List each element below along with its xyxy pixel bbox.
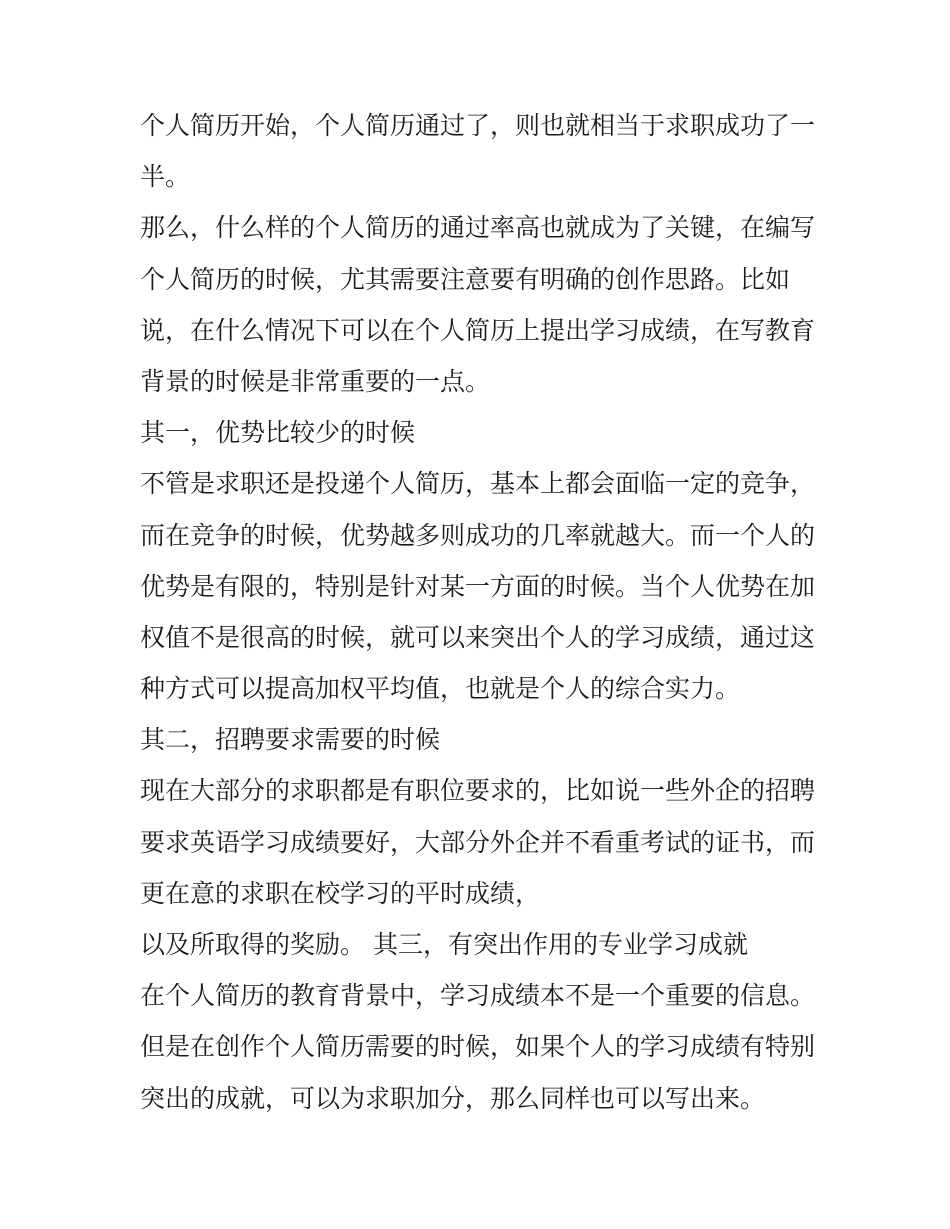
text-line: 要求英语学习成绩要好，大部分外企并不看重考试的证书，而 [140, 827, 816, 857]
text-line: 个人简历开始，个人简历通过了，则也就相当于求职成功了一 [140, 111, 816, 140]
text-line: 个人简历的时候，尤其需要注意要有明确的创作思路。比如 [140, 264, 791, 294]
text-line: 说，在什么情况下可以在个人简历上提出学习成绩，在写教育 [140, 315, 816, 345]
text-line: 种方式可以提高加权平均值，也就是个人的综合实力。 [140, 674, 741, 704]
text-line: 更在意的求职在校学习的平时成绩， [140, 878, 541, 908]
text-line: 而在竞争的时候，优势越多则成功的几率就越大。而一个人的 [140, 520, 816, 550]
text-line: 突出的成就，可以为求职加分，那么同样也可以写出来。 [140, 1083, 766, 1113]
text-line: 以及所取得的奖励。 其三，有突出作用的专业学习成就 [140, 930, 748, 959]
text-line: 但是在创作个人简历需要的时候，如果个人的学习成绩有特别 [140, 1032, 816, 1062]
text-line: 半。 [140, 162, 191, 192]
section-heading-1: 其一，优势比较少的时候 [140, 418, 416, 448]
document-text-body [140, 100, 820, 1124]
text-line: 背景的时候是非常重要的一点。 [140, 366, 491, 396]
text-line: 那么，什么样的个人简历的通过率高也就成为了关键，在编写 [140, 213, 816, 243]
text-line: 现在大部分的求职都是有职位要求的，比如说一些外企的招聘 [140, 776, 816, 806]
section-heading-2: 其二，招聘要求需要的时候 [140, 725, 441, 755]
text-line: 优势是有限的，特别是针对某一方面的时候。当个人优势在加 [140, 571, 816, 601]
text-line: 在个人简历的教育背景中，学习成绩本不是一个重要的信息。 [140, 981, 816, 1011]
text-line: 不管是求职还是投递个人简历，基本上都会面临一定的竞争， [140, 469, 816, 499]
text-line: 权值不是很高的时候，就可以来突出个人的学习成绩，通过这 [140, 622, 816, 652]
